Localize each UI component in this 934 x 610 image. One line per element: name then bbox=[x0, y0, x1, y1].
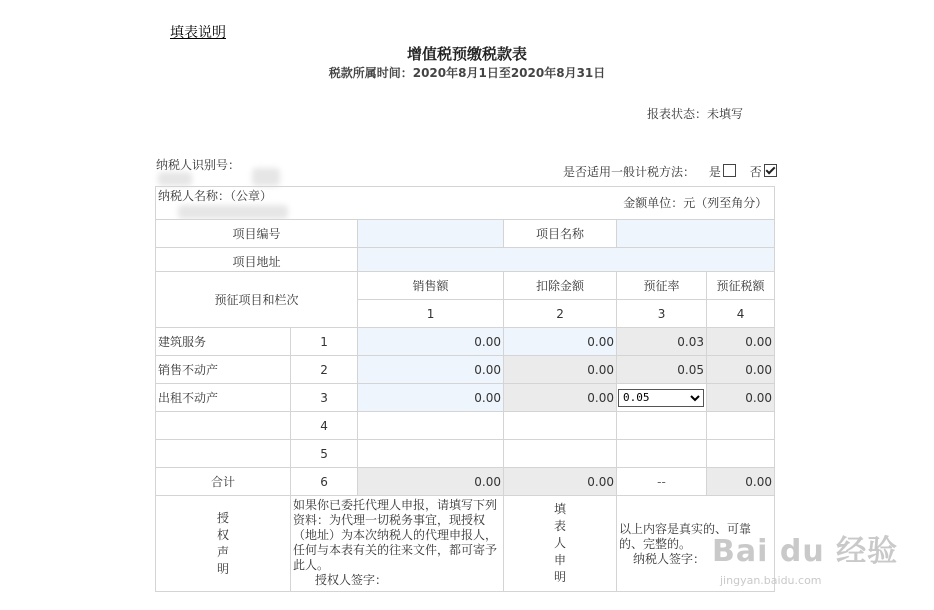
col-number-1: 1 bbox=[358, 300, 504, 328]
row-line-number: 2 bbox=[291, 356, 358, 384]
empty-cell bbox=[504, 412, 617, 440]
table-row bbox=[156, 384, 775, 412]
project-address-label: 项目地址 bbox=[156, 247, 358, 275]
instructions-link[interactable]: 填表说明 bbox=[170, 25, 226, 41]
taxpayer-id-label: 纳税人识别号： bbox=[156, 158, 241, 172]
sales-input[interactable]: 0.00 bbox=[358, 384, 504, 412]
baidu-watermark-url: jingyan.baidu.com bbox=[720, 574, 822, 587]
total-line-number: 6 bbox=[291, 468, 358, 496]
column-group-label: 预征项目和栏次 bbox=[156, 272, 358, 328]
deduction-value: 0.00 bbox=[504, 356, 617, 384]
row-line-number: 5 bbox=[291, 440, 358, 468]
declaration-text: 以上内容是真实的、可靠的、完整的。 bbox=[619, 522, 752, 551]
no-label: 否 bbox=[749, 165, 762, 179]
table-row bbox=[156, 440, 775, 468]
total-tax: 0.00 bbox=[707, 468, 775, 496]
project-name-label: 项目名称 bbox=[504, 219, 617, 247]
rate-cell bbox=[617, 384, 707, 412]
empty-cell bbox=[358, 412, 504, 440]
tax-value: 0.00 bbox=[707, 356, 775, 384]
col-header-deduction: 扣除金额 bbox=[504, 272, 617, 300]
total-row bbox=[156, 468, 775, 496]
row-label: 销售不动产 bbox=[156, 356, 291, 384]
tax-method-label: 是否适用一般计税方法： bbox=[563, 165, 696, 179]
col-number-3: 3 bbox=[617, 300, 707, 328]
empty-cell bbox=[504, 440, 617, 468]
row-label bbox=[156, 412, 291, 440]
col-header-rate: 预征率 bbox=[617, 272, 707, 300]
declarant-label: 填 表 人 申 明 bbox=[504, 496, 617, 592]
col-header-sales: 销售额 bbox=[358, 272, 504, 300]
total-sales: 0.00 bbox=[358, 468, 504, 496]
total-deduction: 0.00 bbox=[504, 468, 617, 496]
tax-value: 0.00 bbox=[707, 384, 775, 412]
row-line-number: 4 bbox=[291, 412, 358, 440]
authorization-text: 如果你已委托代理人申报，请填写下列资料：为代理一切税务事宜，现授权（地址）为本次纳税人的代理申报人，任何与本表有关的往来文件，都可寄予此人。 bbox=[293, 498, 498, 572]
declaration-row bbox=[156, 496, 775, 592]
col-header-tax: 预征税额 bbox=[707, 272, 775, 300]
tax-method-group bbox=[563, 163, 783, 180]
redacted-taxpayer-id-2 bbox=[252, 168, 280, 186]
prepaid-tax-table bbox=[155, 186, 775, 276]
authorization-label: 授 权 声 明 bbox=[156, 496, 291, 592]
total-rate: -- bbox=[617, 468, 707, 496]
taxpayer-signature-label: 纳税人签字： bbox=[633, 552, 706, 566]
redacted-taxpayer-id bbox=[158, 172, 192, 186]
yes-checkbox[interactable] bbox=[723, 164, 736, 177]
table-row bbox=[156, 356, 775, 384]
row-label bbox=[156, 440, 291, 468]
sales-input[interactable]: 0.00 bbox=[358, 328, 504, 356]
project-name-input[interactable] bbox=[617, 219, 775, 247]
row-line-number: 3 bbox=[291, 384, 358, 412]
table-row bbox=[156, 328, 775, 356]
authorization-statement bbox=[291, 496, 504, 592]
row-line-number: 1 bbox=[291, 328, 358, 356]
col-number-4: 4 bbox=[707, 300, 775, 328]
empty-cell bbox=[707, 440, 775, 468]
deduction-value: 0.00 bbox=[504, 384, 617, 412]
yes-label: 是 bbox=[708, 165, 721, 179]
col-number-2: 2 bbox=[504, 300, 617, 328]
project-code-label: 项目编号 bbox=[156, 219, 358, 247]
sales-input[interactable]: 0.00 bbox=[358, 356, 504, 384]
empty-cell bbox=[617, 440, 707, 468]
rate-select[interactable] bbox=[618, 389, 704, 407]
row-label: 出租不动产 bbox=[156, 384, 291, 412]
taxpayer-name-field[interactable] bbox=[358, 187, 617, 220]
amount-unit-label: 金额单位：元（列至角分） bbox=[617, 187, 775, 220]
deduction-input[interactable]: 0.00 bbox=[504, 328, 617, 356]
rate-value: 0.03 bbox=[617, 328, 707, 356]
report-status: 报表状态：未填写 bbox=[647, 107, 744, 121]
empty-cell bbox=[707, 412, 775, 440]
empty-cell bbox=[617, 412, 707, 440]
redacted-taxpayer-name bbox=[178, 205, 288, 219]
page-title: 增值税预缴税款表 bbox=[406, 45, 527, 63]
table-row bbox=[156, 412, 775, 440]
project-code-input[interactable] bbox=[358, 219, 504, 247]
taxpayer-name-label: 纳税人名称：（公章） bbox=[156, 187, 358, 220]
tax-value: 0.00 bbox=[707, 328, 775, 356]
tax-period: 税款所属时间：2020年8月1日至2020年8月31日 bbox=[328, 66, 606, 80]
no-checkbox[interactable] bbox=[764, 164, 777, 177]
row-label: 建筑服务 bbox=[156, 328, 291, 356]
empty-cell bbox=[358, 440, 504, 468]
authorizer-signature-label: 授权人签字： bbox=[315, 573, 388, 587]
baidu-watermark: Bai du 经验 bbox=[712, 534, 899, 569]
rate-value: 0.05 bbox=[617, 356, 707, 384]
column-header-table bbox=[155, 271, 775, 592]
total-label: 合计 bbox=[156, 468, 291, 496]
